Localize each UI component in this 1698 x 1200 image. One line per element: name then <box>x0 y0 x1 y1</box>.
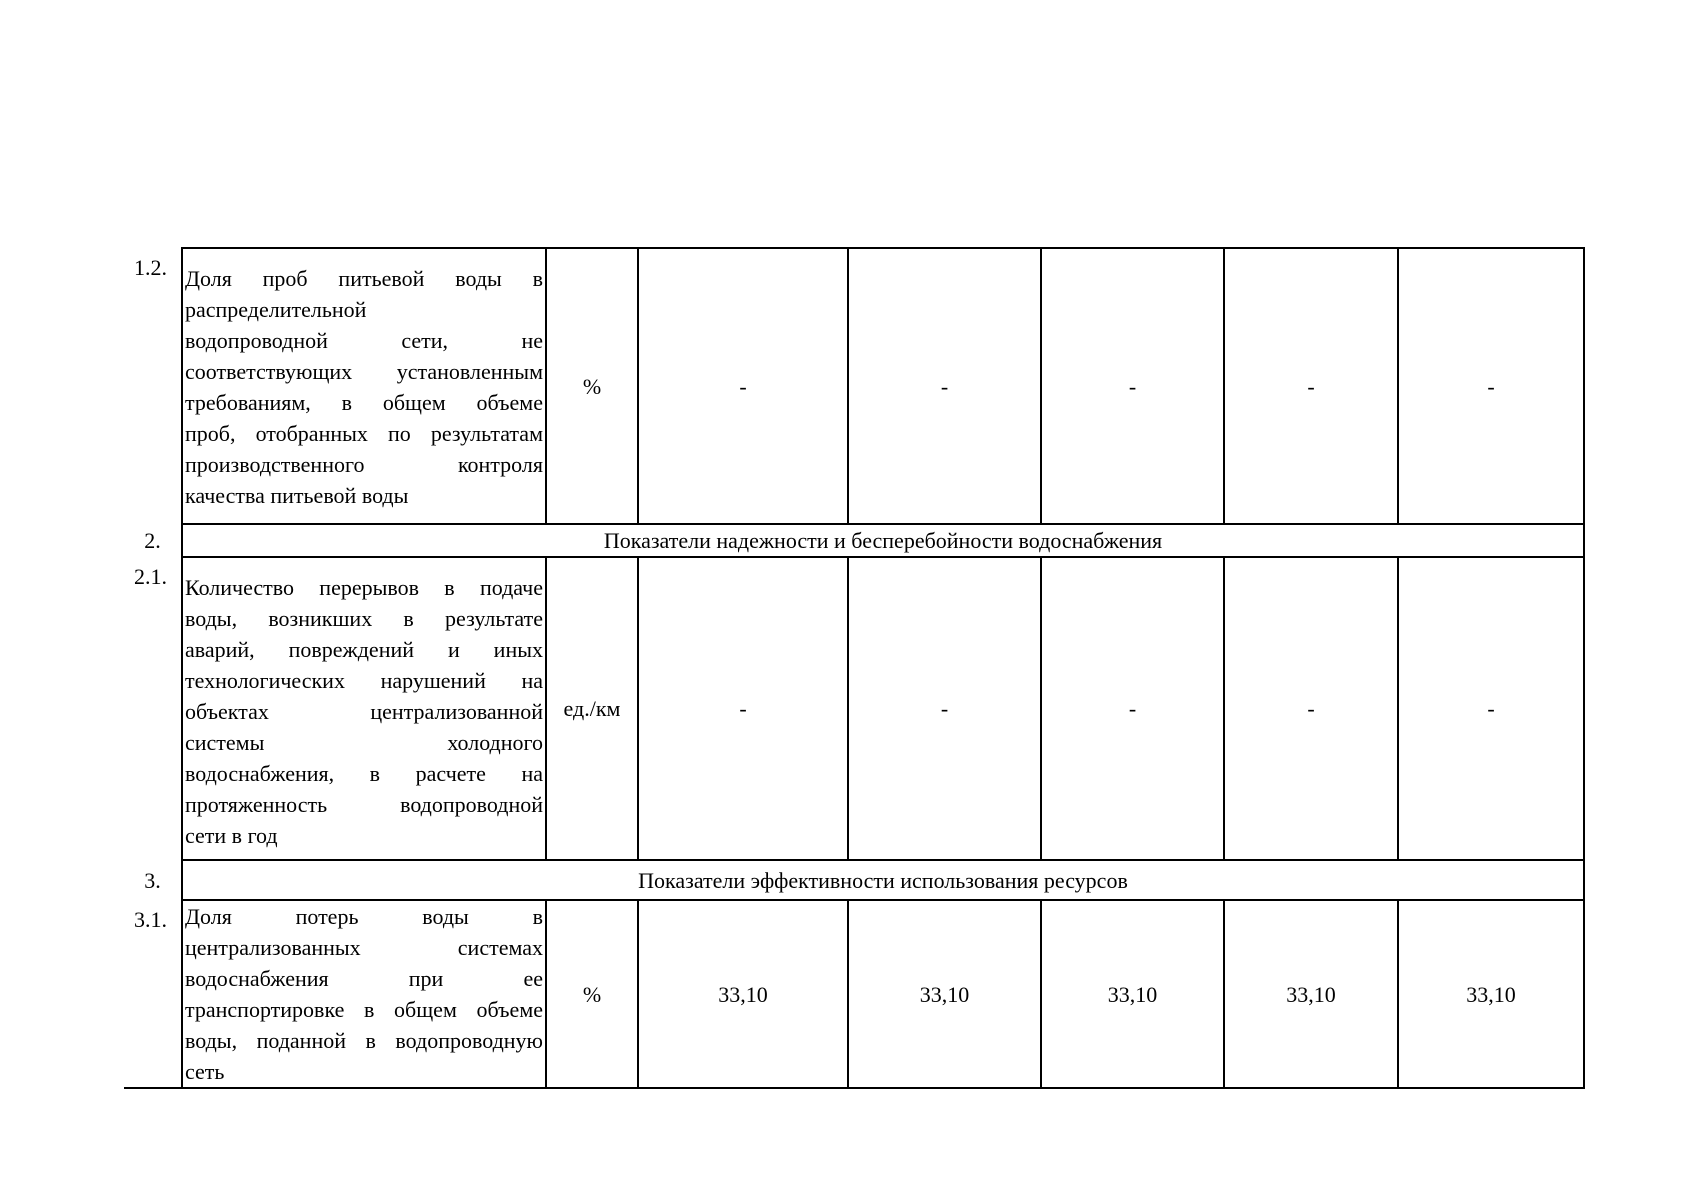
section-number: 3. <box>124 860 182 900</box>
section-row <box>124 860 1584 900</box>
row-number: 2.1. <box>124 557 182 860</box>
value-cell: 33,10 <box>848 900 1041 1088</box>
indicator-description <box>182 900 546 1088</box>
value-cell: - <box>1224 248 1398 524</box>
value-cell: - <box>1398 557 1584 860</box>
value-cell: - <box>638 557 848 860</box>
unit-cell: % <box>546 900 638 1088</box>
value-cell: - <box>1224 557 1398 860</box>
description-line: Доля потерь воды в <box>185 904 543 929</box>
section-row <box>124 524 1584 557</box>
description-line: аварий, повреждений и иных <box>185 637 543 662</box>
description-line: соответствующих установленным <box>185 359 543 384</box>
value-cell: - <box>1398 248 1584 524</box>
value-cell: - <box>848 557 1041 860</box>
indicator-description <box>182 248 546 524</box>
row-number: 1.2. <box>124 248 182 524</box>
description-line: технологических нарушений на <box>185 668 543 693</box>
value-cell: - <box>1041 557 1224 860</box>
description-line: сеть <box>185 1059 225 1084</box>
description-line: системы холодного <box>185 730 543 755</box>
value-cell: - <box>638 248 848 524</box>
section-title: Показатели эффективности использования ресурсов <box>182 860 1584 900</box>
row-number: 3.1. <box>124 900 182 1088</box>
description-line: Количество перерывов в подаче <box>185 575 543 600</box>
description-line: воды, поданной в водопроводную <box>185 1028 543 1053</box>
indicators-table <box>124 247 1585 1089</box>
table-row <box>124 248 1584 524</box>
description-line: качества питьевой воды <box>185 483 409 508</box>
value-cell: 33,10 <box>1224 900 1398 1088</box>
description-line: протяженность водопроводной <box>185 792 543 817</box>
value-cell: - <box>848 248 1041 524</box>
description-line: распределительной <box>185 297 367 322</box>
description-line: централизованных системах <box>185 935 543 960</box>
value-cell: 33,10 <box>1398 900 1584 1088</box>
description-line: производственного контроля <box>185 452 543 477</box>
value-cell: 33,10 <box>1041 900 1224 1088</box>
description-line: транспортировке в общем объеме <box>185 997 543 1022</box>
description-line: сети в год <box>185 823 278 848</box>
table-row <box>124 557 1584 860</box>
description-line: проб, отобранных по результатам <box>185 421 543 446</box>
unit-cell: % <box>546 248 638 524</box>
indicator-description <box>182 557 546 860</box>
description-line: требованиям, в общем объеме <box>185 390 543 415</box>
section-title: Показатели надежности и бесперебойности водоснабжения <box>182 524 1584 557</box>
table-row <box>124 900 1584 1088</box>
value-cell: 33,10 <box>638 900 848 1088</box>
description-line: водопроводной сети, не <box>185 328 543 353</box>
section-number: 2. <box>124 524 182 557</box>
description-line: водоснабжения, в расчете на <box>185 761 543 786</box>
description-line: водоснабжения при ее <box>185 966 543 991</box>
description-line: Доля проб питьевой воды в <box>185 266 543 291</box>
description-line: объектах централизованной <box>185 699 543 724</box>
description-line: воды, возникших в результате <box>185 606 543 631</box>
unit-cell: ед./км <box>546 557 638 860</box>
value-cell: - <box>1041 248 1224 524</box>
